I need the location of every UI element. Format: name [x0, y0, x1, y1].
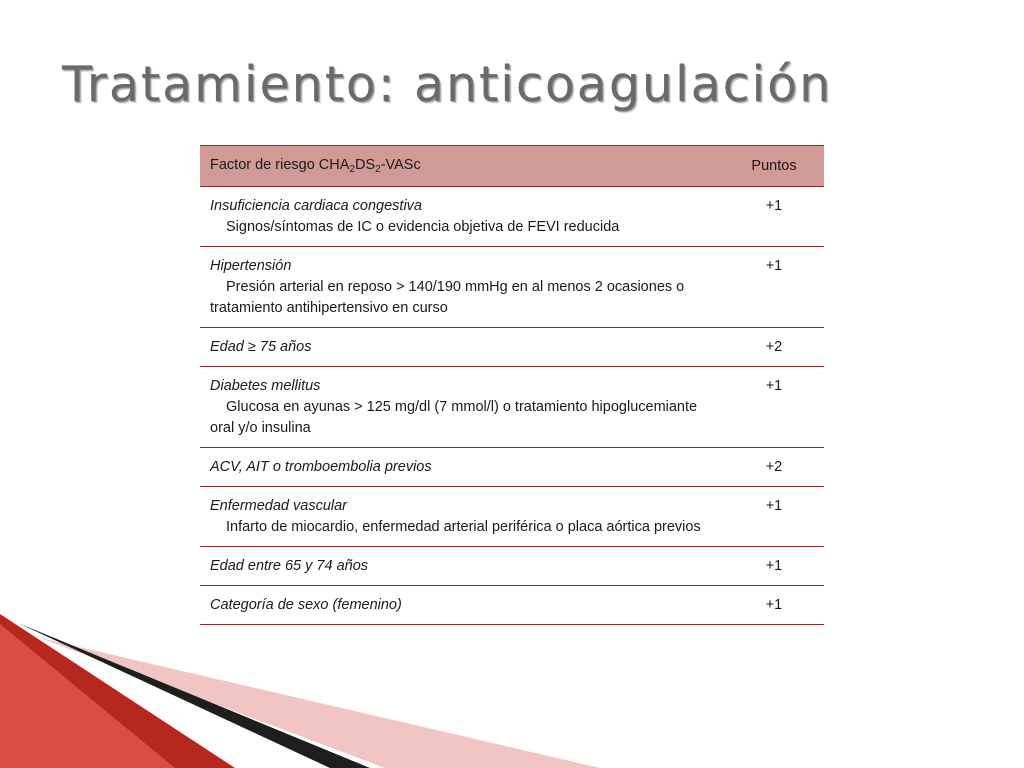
- table-header-row: [200, 146, 824, 187]
- points-cell: +1: [724, 247, 824, 328]
- table-row: [200, 247, 824, 328]
- header-factor-mid: DS: [354, 157, 376, 173]
- header-subscript-1: 2: [349, 164, 355, 175]
- factor-name: Hipertensión: [210, 258, 292, 274]
- slide-title: Tratamiento: anticoagulación: [62, 56, 833, 113]
- header-factor-prefix: Factor de riesgo CHA: [210, 157, 350, 173]
- factor-name: Categoría de sexo (femenino): [210, 597, 402, 613]
- factor-detail: Infarto de miocardio, enfermedad arterial periférica o placa aórtica previos: [226, 519, 701, 535]
- points-cell: +1: [724, 487, 824, 547]
- header-subscript-2: 2: [375, 164, 381, 175]
- header-factor: [200, 146, 724, 187]
- factor-cell: [200, 187, 724, 247]
- factor-cell: [200, 247, 724, 328]
- table-body: [200, 187, 824, 625]
- factor-cell: [200, 487, 724, 547]
- factor-detail: Signos/síntomas de IC o evidencia objetiva de FEVI reducida: [226, 219, 620, 235]
- factor-name: Diabetes mellitus: [210, 378, 321, 394]
- factor-name: Edad entre 65 y 74 años: [210, 558, 369, 574]
- table-row: [200, 328, 824, 367]
- factor-cell: [200, 547, 724, 586]
- header-points: Puntos: [724, 146, 824, 187]
- factor-name: Edad ≥ 75 años: [210, 339, 312, 355]
- decorative-ribbon: [0, 598, 640, 768]
- factor-name: Insuficiencia cardiaca congestiva: [210, 198, 422, 214]
- factor-cell: [200, 448, 724, 487]
- points-cell: +1: [724, 187, 824, 247]
- points-cell: +2: [724, 448, 824, 487]
- table-row: [200, 547, 824, 586]
- risk-score-table: [200, 145, 824, 625]
- factor-name: ACV, AIT o tromboembolia previos: [210, 459, 432, 475]
- factor-name: Enfermedad vascular: [210, 498, 348, 514]
- factor-detail: Glucosa en ayunas > 125 mg/dl (7 mmol/l) o tratamiento hipoglucemiante oral y/o insulina: [210, 399, 698, 436]
- points-cell: +1: [724, 586, 824, 625]
- points-cell: +1: [724, 547, 824, 586]
- table-row: [200, 448, 824, 487]
- factor-cell: [200, 367, 724, 448]
- table-row: [200, 487, 824, 547]
- table-row: [200, 367, 824, 448]
- factor-detail: Presión arterial en reposo > 140/190 mmHg en al menos 2 ocasiones o tratamiento antihipertensivo en curso: [210, 279, 685, 316]
- points-cell: +2: [724, 328, 824, 367]
- header-factor-suffix: -VASc: [380, 157, 421, 173]
- points-cell: +1: [724, 367, 824, 448]
- table-row: [200, 187, 824, 247]
- factor-cell: [200, 328, 724, 367]
